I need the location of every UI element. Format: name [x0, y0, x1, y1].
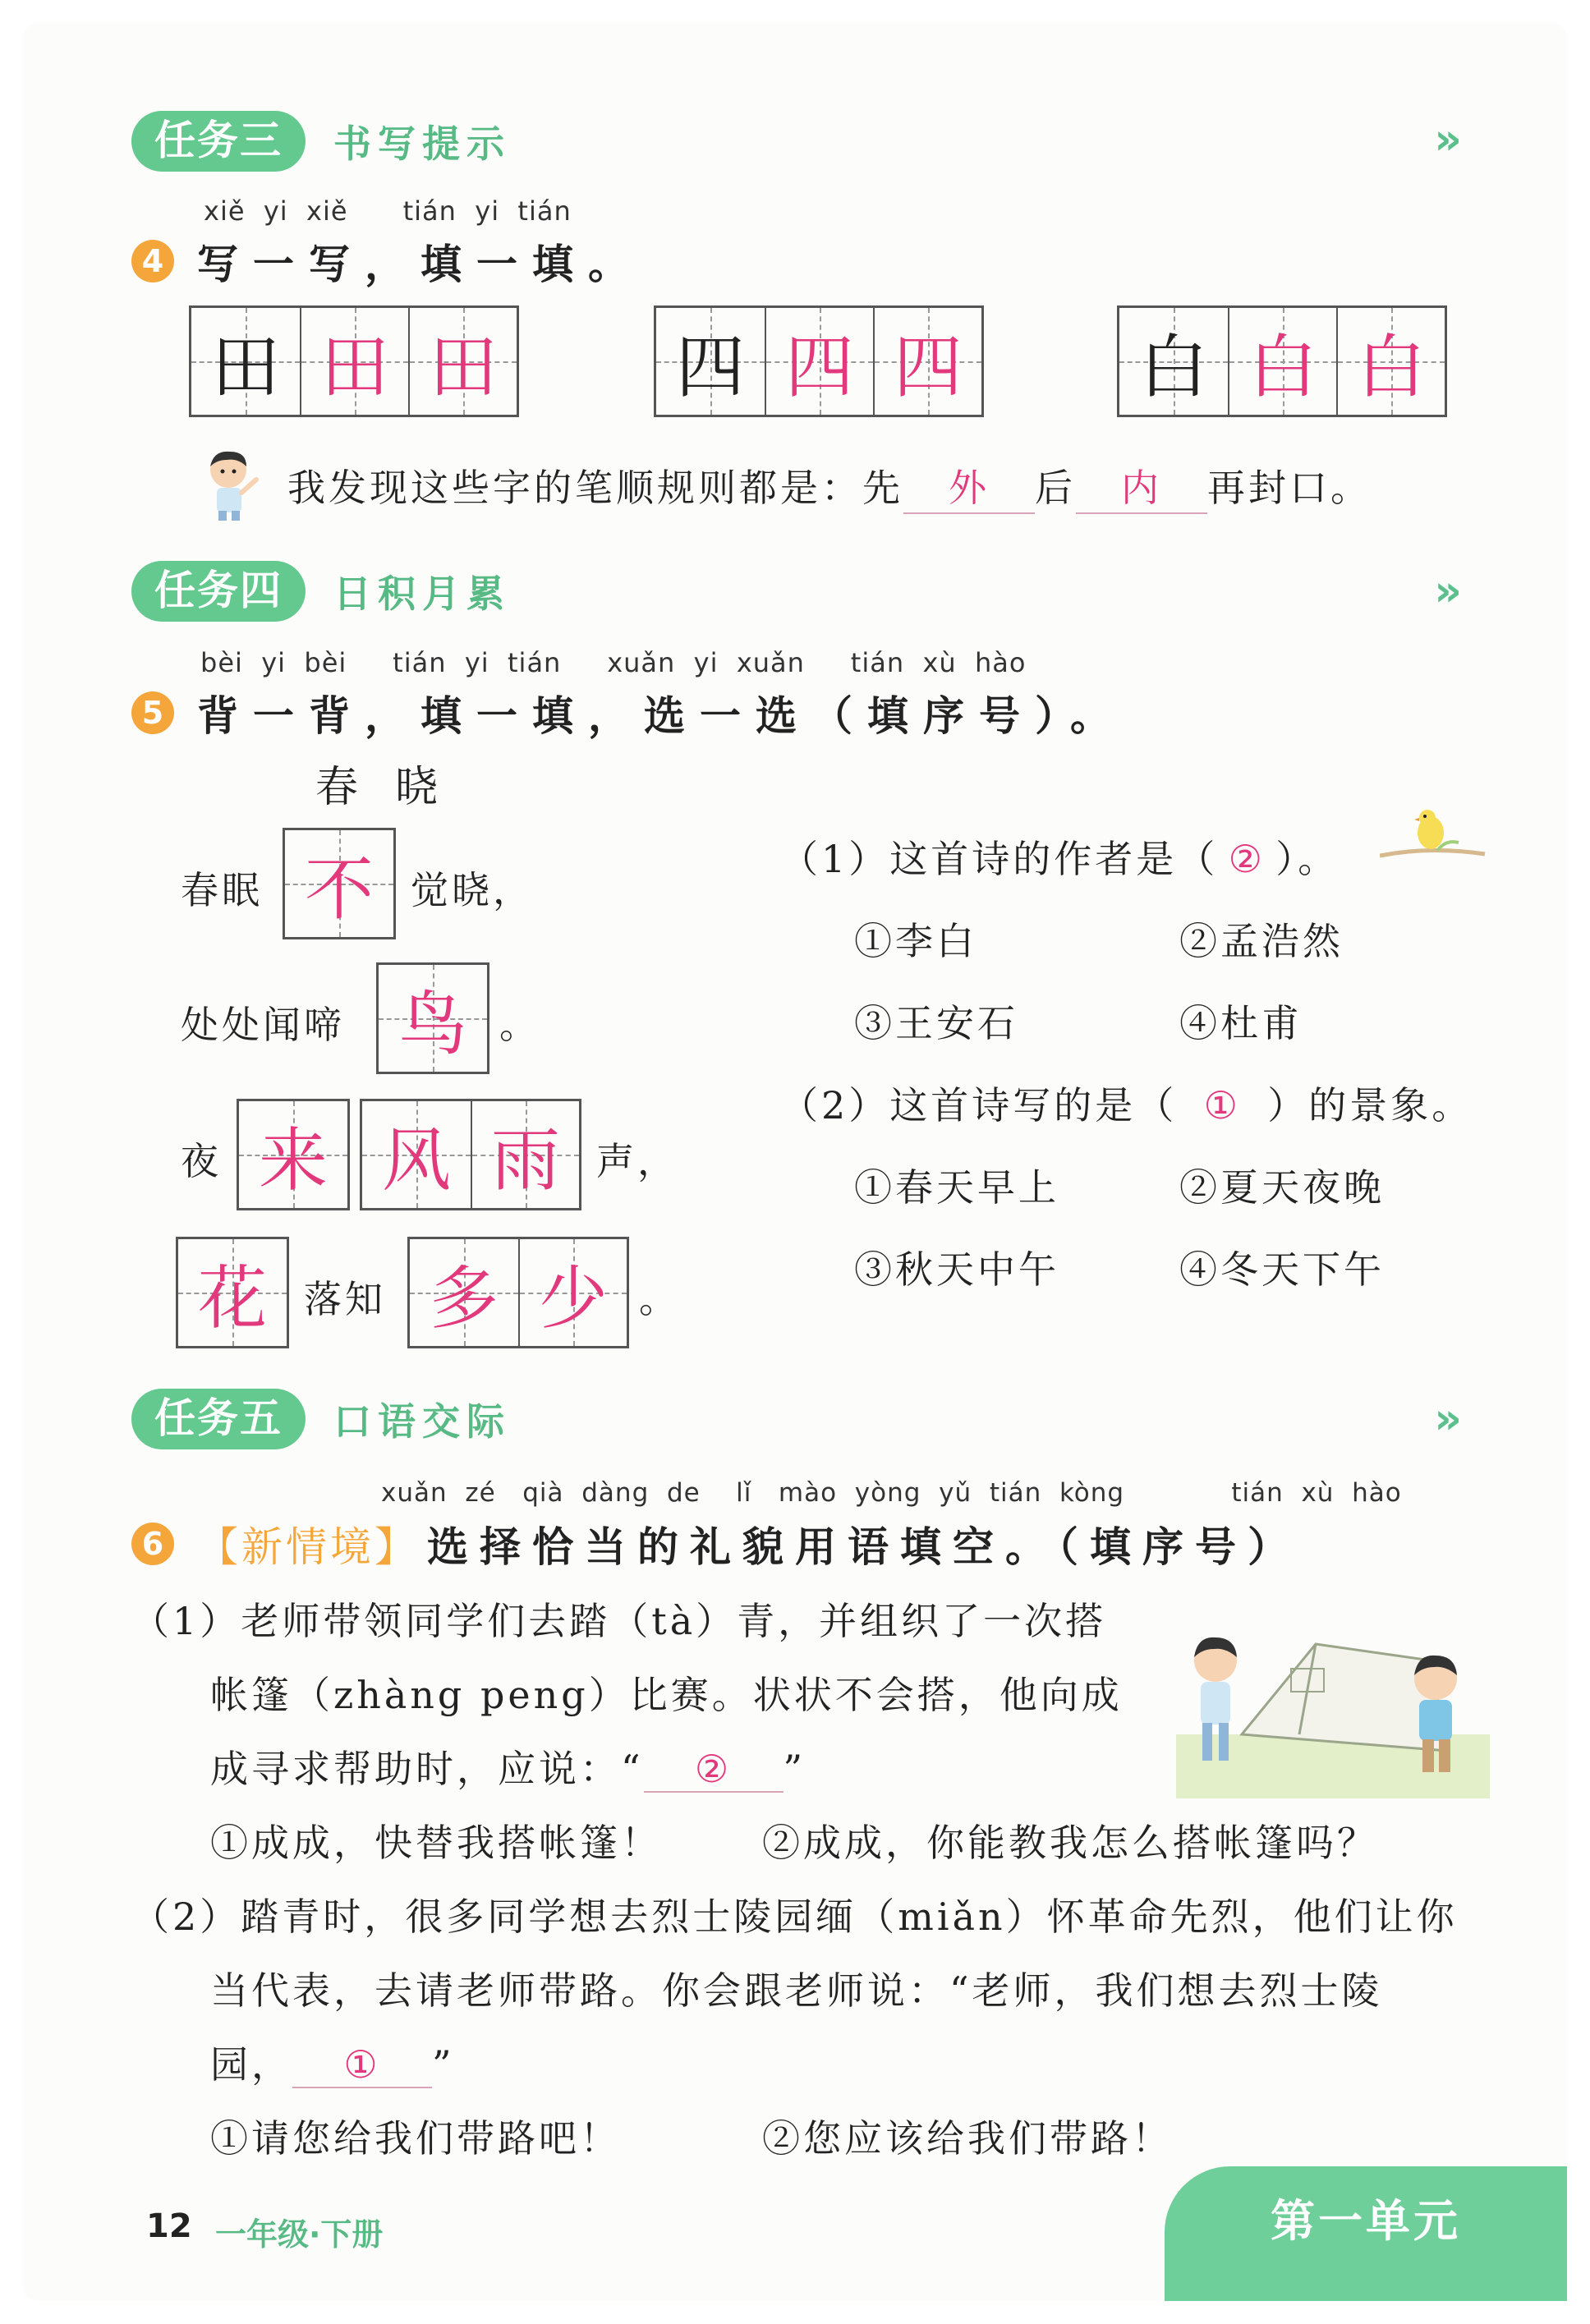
option: ②孟浩然	[1179, 919, 1344, 963]
chevron-icon: »	[1434, 567, 1462, 616]
grid-cell[interactable]: 来	[239, 1101, 347, 1208]
grid-cell[interactable]: 少	[518, 1239, 627, 1346]
writing-grid-1	[189, 305, 519, 417]
option: ①春天早上	[854, 1165, 1059, 1210]
poem-answer-box	[176, 1237, 289, 1348]
q5-sub1: （1）这首诗的作者是（ ② ）。	[780, 837, 1340, 881]
section-badge: 任务三	[131, 111, 306, 172]
q6-p1-option: ②成成，你能教我怎么搭帐篷吗？	[762, 1821, 1378, 1865]
grid-cell[interactable]: 雨	[471, 1101, 579, 1208]
poem-title: 春 晓	[315, 763, 442, 812]
writing-grid-2	[654, 305, 984, 417]
poem-text: 处处闻啼	[181, 1003, 345, 1047]
answer-blank[interactable]: ①	[1203, 1083, 1241, 1128]
q5-pinyin: bèi yi bèi tián yi tián xuǎn yi xuǎn tián xù hào	[200, 647, 1027, 678]
boy-illustration	[202, 447, 261, 522]
grid-cell: 白	[1228, 308, 1336, 415]
new-context-tag: 【新情境】	[197, 1523, 419, 1571]
q6-pinyin: xuǎn zé qià dàng de lǐ mào yòng yǔ tián kòng tián xù hào	[381, 1478, 1402, 1508]
section-title: 书写提示	[333, 122, 511, 166]
q6-p2-line: （2）踏青时，很多同学想去烈士陵园缅（miǎn）怀革命先烈，他们让你	[131, 1895, 1458, 1939]
grid-cell: 白	[1119, 308, 1228, 415]
answer-blank[interactable]: ①	[292, 2042, 432, 2088]
section-header-3	[131, 110, 511, 172]
question-number: 5	[131, 691, 174, 734]
q4-finding: 我发现这些字的笔顺规则都是：先 外 后 内 再封口。	[287, 458, 1372, 514]
section-header-4	[131, 560, 511, 622]
poem-text: 。	[639, 1277, 680, 1321]
poem-text: 夜	[181, 1139, 222, 1183]
q6-p2-line: 园， ① ”	[210, 2042, 455, 2087]
answer-blank[interactable]: 内	[1076, 458, 1207, 514]
grid-cell: 四	[765, 308, 873, 415]
q6-p1-line: （1）老师带领同学们去踏（tà）青，并组织了一次搭	[131, 1599, 1107, 1643]
q6-p2-line: 当代表，去请老师带路。你会跟老师说：“老师，我们想去烈士陵	[210, 1968, 1383, 2013]
q6-text: 选择恰当的礼貌用语填空。（填序号）	[427, 1523, 1300, 1571]
q4-text: 写一写，填一填。	[197, 241, 644, 288]
chevron-icon: »	[1434, 115, 1462, 164]
grid-cell: 四	[873, 308, 981, 415]
grid-cell: 四	[656, 308, 765, 415]
poem-answer-box	[237, 1099, 350, 1210]
question-number: 6	[131, 1523, 174, 1565]
grid-cell[interactable]: 多	[410, 1239, 518, 1346]
poem-text: 。	[499, 1003, 540, 1047]
poem-answer-box	[360, 1099, 581, 1210]
answer-blank[interactable]: 外	[903, 458, 1035, 514]
chevron-icon: »	[1434, 1394, 1462, 1444]
section-title: 日积月累	[333, 572, 511, 616]
option: ①李白	[854, 919, 977, 963]
answer-blank[interactable]: ②	[1228, 837, 1266, 881]
grid-cell[interactable]: 鸟	[379, 965, 487, 1072]
poem-answer-box	[407, 1237, 629, 1348]
section-title: 口语交际	[333, 1399, 511, 1444]
q6-p1-option: ①成成，快替我搭帐篷！	[210, 1821, 662, 1865]
q6-question	[131, 1514, 1300, 1573]
section-header-5	[131, 1388, 511, 1450]
q5-question	[131, 683, 1126, 742]
poem-text: 声，	[596, 1139, 678, 1183]
grade-label: 一年级·下册	[215, 2216, 384, 2253]
page-number: 12	[146, 2207, 192, 2245]
unit-tab	[1165, 2166, 1567, 2301]
option: ②夏天夜晚	[1179, 1165, 1385, 1210]
writing-grid-3	[1117, 305, 1447, 417]
unit-label: 第一单元	[1271, 2194, 1461, 2247]
poem-text: 春眠	[181, 868, 263, 912]
option: ③王安石	[854, 1001, 1018, 1045]
option: ④冬天下午	[1179, 1247, 1385, 1292]
option: ④杜甫	[1179, 1001, 1303, 1045]
q4-pinyin: xiě yi xiě tián yi tián	[204, 195, 572, 227]
q5-text: 背一背，填一填，选一选（填序号）。	[197, 692, 1126, 740]
bird-illustration	[1380, 805, 1487, 870]
grid-cell[interactable]: 不	[285, 830, 393, 937]
poem-answer-box	[376, 962, 489, 1074]
grid-cell[interactable]: 花	[178, 1239, 287, 1346]
tent-scene-illustration	[1176, 1611, 1490, 1798]
q6-p1-line: 帐篷（zhàng peng）比赛。状状不会搭，他向成	[210, 1673, 1123, 1717]
poem-text: 落知	[304, 1277, 386, 1321]
q6-p1-line: 成寻求帮助时，应说：“ ② ”	[210, 1747, 806, 1791]
answer-blank[interactable]: ②	[644, 1747, 784, 1793]
question-number: 4	[131, 240, 174, 282]
q6-p2-option: ②您应该给我们带路！	[762, 2116, 1173, 2161]
q5-sub2: （2）这首诗写的是（ ① ）的景象。	[780, 1083, 1473, 1128]
poem-answer-box	[283, 828, 396, 939]
grid-cell: 田	[191, 308, 300, 415]
grid-cell: 田	[300, 308, 408, 415]
grid-cell: 田	[408, 308, 517, 415]
section-badge: 任务五	[131, 1389, 306, 1449]
q4-question	[131, 232, 644, 291]
q6-p2-option: ①请您给我们带路吧！	[210, 2116, 621, 2161]
grid-cell[interactable]: 风	[362, 1101, 471, 1208]
grid-cell: 白	[1336, 308, 1445, 415]
poem-text: 觉晓，	[411, 868, 534, 912]
section-badge: 任务四	[131, 561, 306, 622]
option: ③秋天中午	[854, 1247, 1059, 1292]
